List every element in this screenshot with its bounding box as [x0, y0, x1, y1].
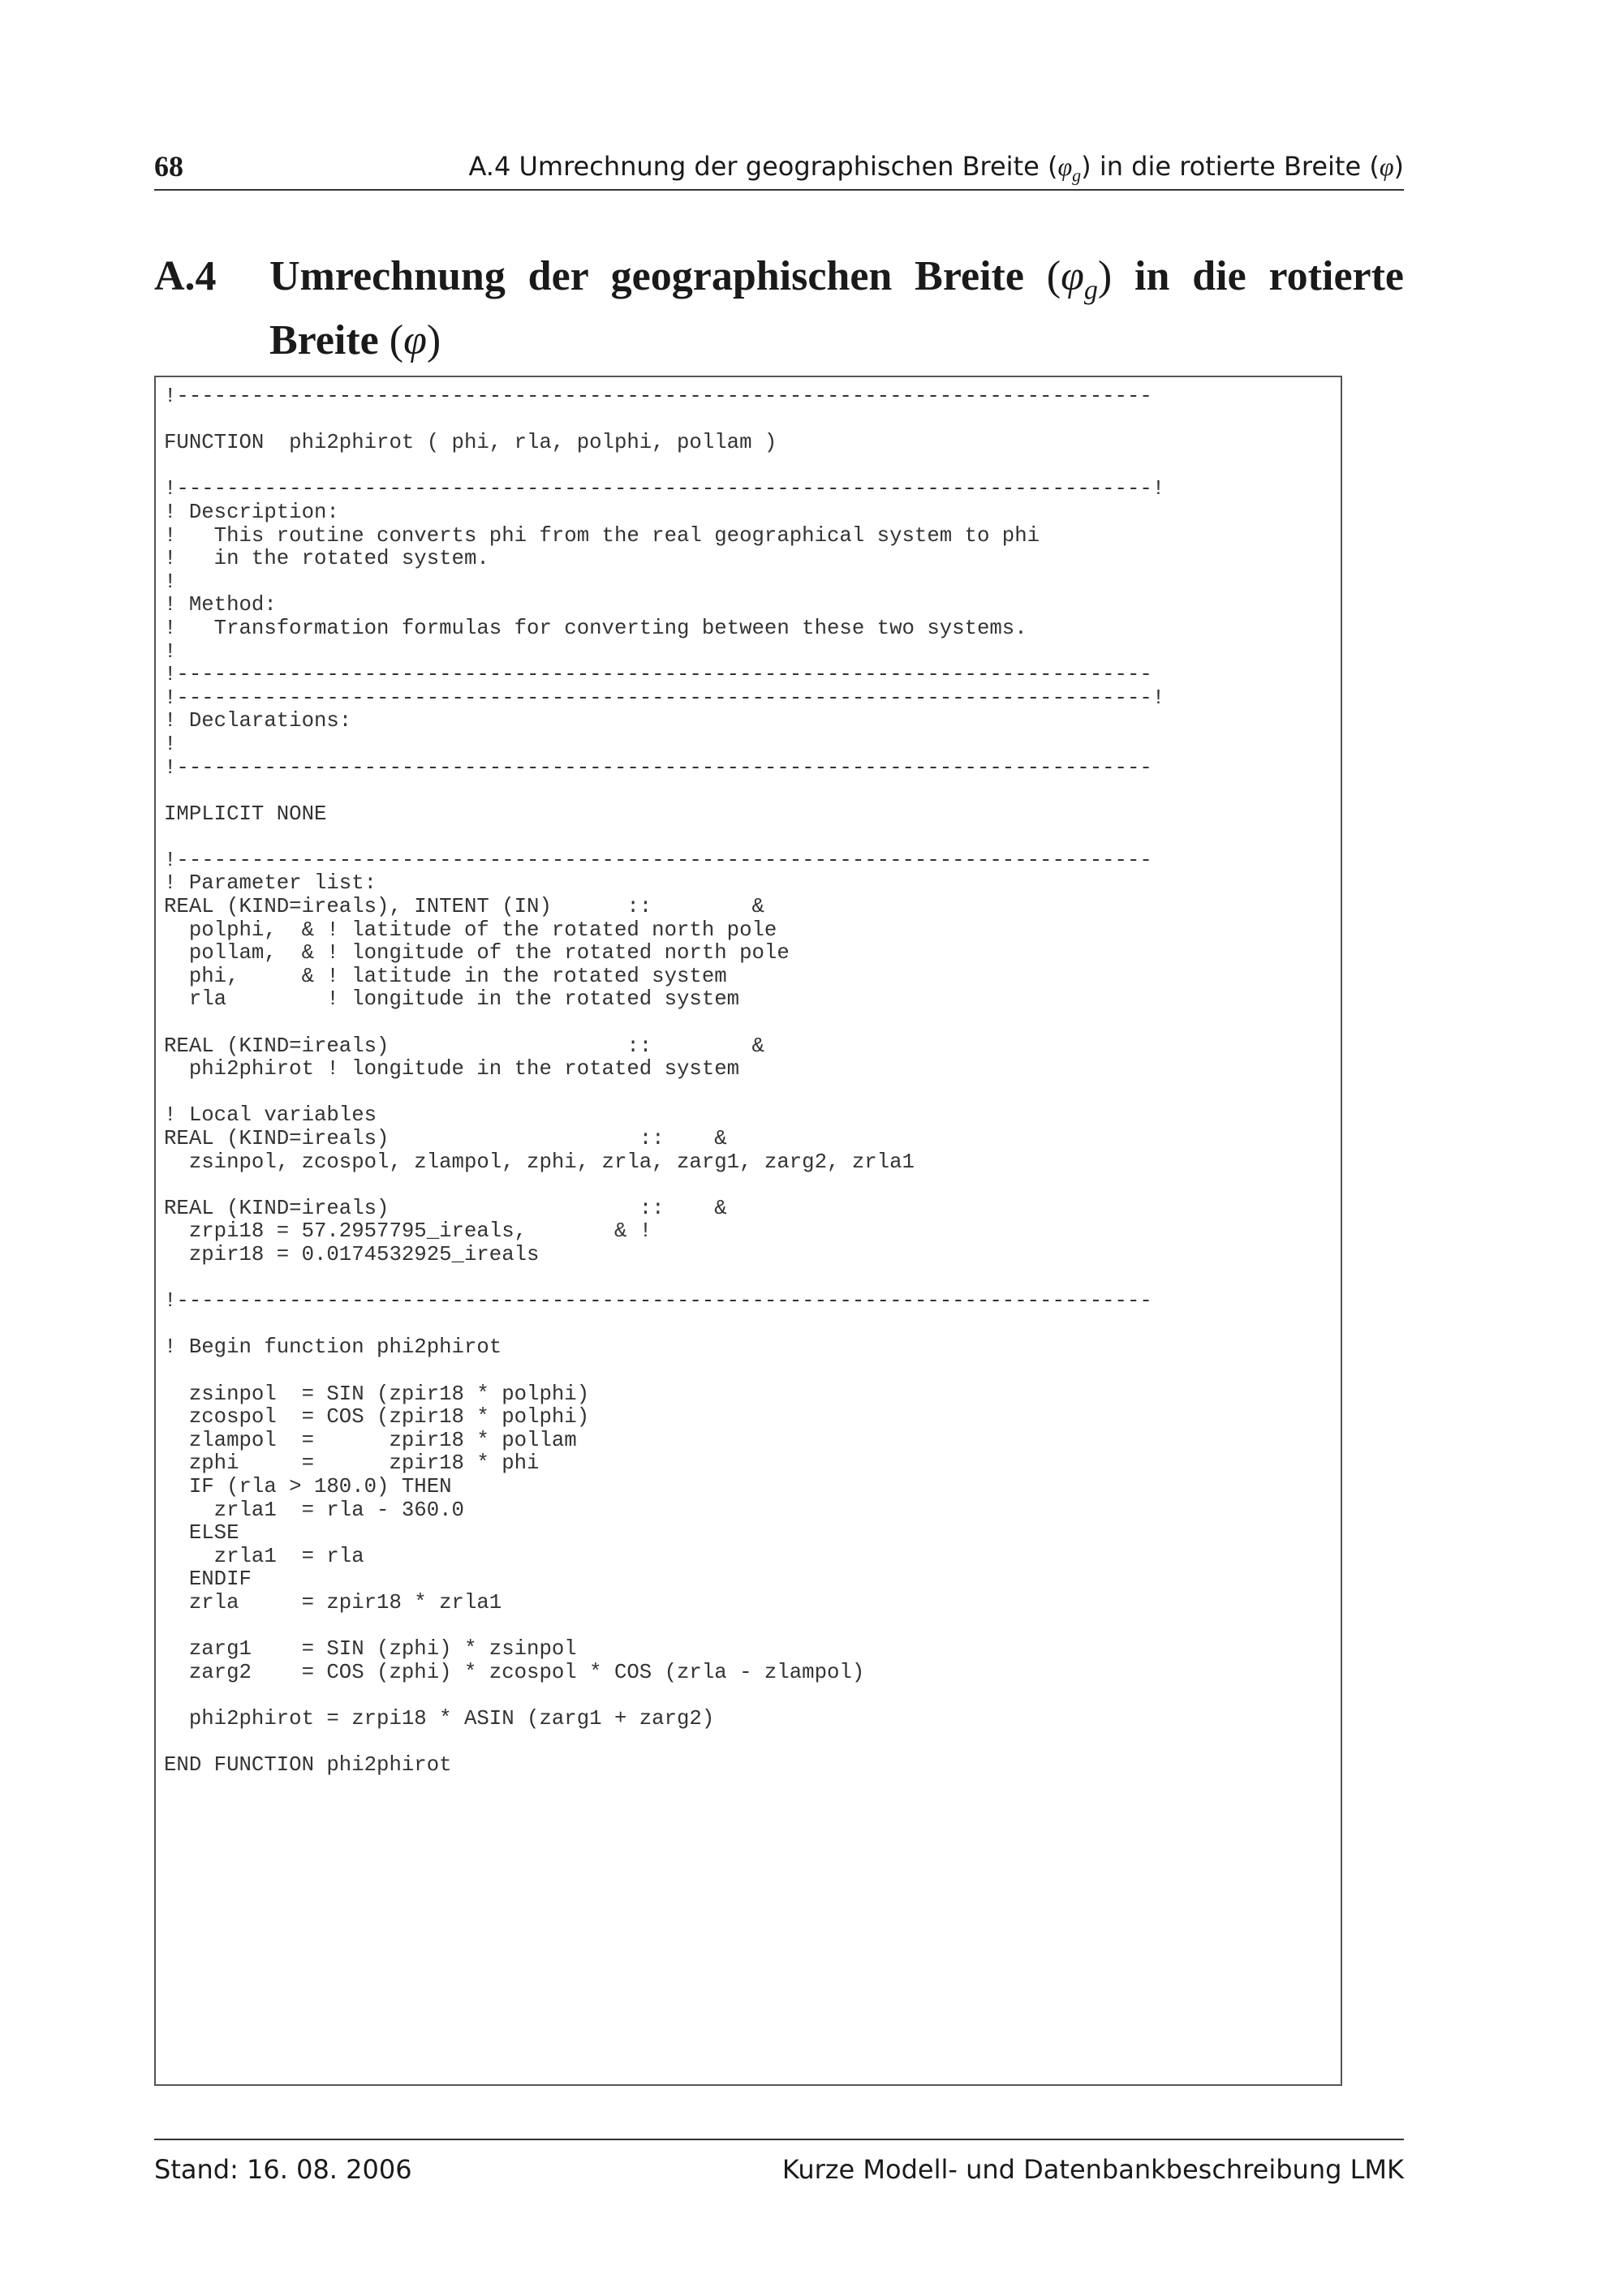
- code-line: [164, 1012, 1165, 1035]
- code-line: [164, 455, 1165, 479]
- paren: (: [389, 317, 404, 364]
- section-number: A.4: [154, 253, 217, 299]
- code-line: rla ! longitude in the rotated system: [164, 987, 740, 1012]
- code-line: zphi = zpir18 * phi: [164, 1451, 540, 1476]
- code-line: !: [164, 732, 177, 756]
- code-line: [164, 1615, 1165, 1638]
- code-line: ! Parameter list:: [164, 871, 377, 896]
- code-line: !------------------------------------------------------------------------------!: [164, 686, 1165, 710]
- header-title-part: ): [1393, 151, 1404, 182]
- code-line: [164, 1684, 1165, 1708]
- code-line: ENDIF: [164, 1567, 252, 1592]
- code-line: zrla1 = rla - 360.0: [164, 1498, 464, 1522]
- code-line: ! Transformation formulas for converting between these two systems.: [164, 616, 1027, 640]
- code-line: !------------------------------------------------------------------------------: [164, 755, 1152, 780]
- code-line: [164, 1174, 1165, 1197]
- code-line: zrpi18 = 57.2957795_ireals, & !: [164, 1219, 652, 1244]
- code-line: polphi, & ! latitude of the rotated north pole: [164, 918, 777, 942]
- phi-symbol: φ: [1061, 253, 1084, 299]
- code-line: zsinpol = SIN (zpir18 * polphi): [164, 1382, 590, 1406]
- code-line: zlampol = zpir18 * pollam: [164, 1428, 577, 1452]
- code-line: zarg1 = SIN (zphi) * zsinpol: [164, 1637, 577, 1662]
- code-line: ! Declarations:: [164, 709, 352, 733]
- code-line: zrla = zpir18 * zrla1: [164, 1590, 502, 1615]
- footer-date: Stand: 16. 08. 2006: [154, 2154, 412, 2185]
- code-listing-box: [154, 376, 1342, 2086]
- code-listing: [164, 385, 1165, 1778]
- code-line: ! Begin function phi2phirot: [164, 1335, 502, 1360]
- code-line: !: [164, 570, 177, 594]
- code-line: [164, 1314, 1165, 1337]
- footer-rule: [154, 2139, 1404, 2140]
- code-line: !------------------------------------------------------------------------------!: [164, 477, 1165, 501]
- code-line: ! Local variables: [164, 1103, 377, 1128]
- code-line: REAL (KIND=ireals), INTENT (IN) :: &: [164, 895, 764, 919]
- section-title-part: in die rotierte Breite: [269, 253, 1405, 364]
- code-line: ! in the rotated system.: [164, 547, 489, 571]
- paren: ): [1097, 253, 1113, 299]
- code-line: zcospol = COS (zpir18 * polphi): [164, 1405, 590, 1430]
- code-line: ! This routine converts phi from the real geographical system to phi: [164, 523, 1040, 548]
- code-line: zsinpol, zcospol, zlampol, zphi, zrla, zarg1, zarg2, zrla1: [164, 1150, 915, 1174]
- code-line: ! Method:: [164, 593, 277, 617]
- code-line: !------------------------------------------------------------------------------: [164, 848, 1152, 872]
- code-line: zpir18 = 0.0174532925_ireals: [164, 1242, 540, 1266]
- code-line: !------------------------------------------------------------------------------: [164, 1289, 1152, 1314]
- subscript-g: g: [1072, 165, 1082, 186]
- code-line: ! Description:: [164, 500, 339, 524]
- paren: ): [426, 317, 441, 364]
- footer-document-title: Kurze Modell- und Datenbankbeschreibung LMK: [781, 2154, 1404, 2185]
- phi-symbol: φ: [1057, 152, 1073, 181]
- code-line: REAL (KIND=ireals) :: &: [164, 1127, 727, 1150]
- code-line: pollam, & ! longitude of the rotated north pole: [164, 941, 790, 965]
- header-rule: [154, 189, 1404, 191]
- code-line: zrla1 = rla: [164, 1544, 364, 1568]
- header-title-part: ) in die rotierte Breite (: [1081, 151, 1380, 182]
- code-line: !------------------------------------------------------------------------------: [164, 663, 1152, 687]
- code-line: IF (rla > 180.0) THEN: [164, 1474, 452, 1498]
- code-line: REAL (KIND=ireals) :: &: [164, 1196, 727, 1220]
- subscript-g: g: [1083, 275, 1098, 306]
- phi-symbol: φ: [403, 317, 427, 364]
- code-line: phi, & ! latitude in the rotated system: [164, 964, 727, 988]
- paren: (: [1046, 253, 1061, 299]
- section-title: [269, 252, 1404, 366]
- running-header-title: [468, 151, 1404, 186]
- code-line: !------------------------------------------------------------------------------: [164, 385, 1152, 408]
- code-line: [164, 409, 1165, 432]
- code-line: [164, 1360, 1165, 1383]
- header-title-part: A.4 Umrechnung der geographischen Breite (: [468, 151, 1058, 182]
- phi-symbol: φ: [1379, 152, 1394, 181]
- code-line: END FUNCTION phi2phirot: [164, 1753, 452, 1778]
- code-line: FUNCTION phi2phirot ( phi, rla, polphi, pollam ): [164, 431, 777, 455]
- code-line: [164, 1731, 1165, 1754]
- code-line: [164, 1267, 1165, 1291]
- code-line: REAL (KIND=ireals) :: &: [164, 1034, 764, 1058]
- code-line: IMPLICIT NONE: [164, 802, 327, 826]
- code-line: phi2phirot = zrpi18 * ASIN (zarg1 + zarg2): [164, 1706, 715, 1731]
- code-line: !: [164, 639, 177, 664]
- page-number: 68: [154, 150, 183, 183]
- code-line: [164, 780, 1165, 803]
- running-header: [154, 146, 1404, 188]
- section-title-part: Umrechnung der geographischen Breite: [269, 253, 1047, 299]
- code-line: [164, 826, 1165, 849]
- code-line: phi2phirot ! longitude in the rotated system: [164, 1057, 740, 1081]
- code-line: [164, 1081, 1165, 1105]
- code-line: ELSE: [164, 1521, 239, 1546]
- code-line: zarg2 = COS (zphi) * zcospol * COS (zrla - zlampol): [164, 1660, 865, 1684]
